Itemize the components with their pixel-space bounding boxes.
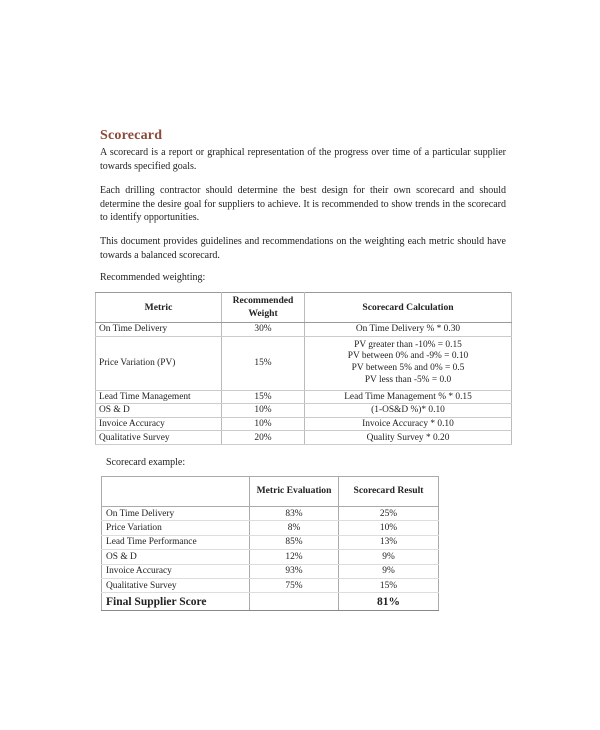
table-row: [102, 535, 439, 549]
table-row: [102, 507, 439, 521]
weighting-label: Recommended weighting:: [100, 272, 206, 283]
metric-cell: Qualitative Survey: [102, 578, 250, 592]
metric-cell: Lead Time Management: [96, 390, 222, 404]
table-row: [102, 521, 439, 535]
weighting-table: [95, 292, 512, 445]
metric-cell: Lead Time Performance: [102, 535, 250, 549]
metric-cell: On Time Delivery: [96, 323, 222, 337]
final-score-evaluation: [250, 593, 339, 611]
calc-cell: Quality Survey * 0.20: [305, 431, 512, 445]
evaluation-cell: 83%: [250, 507, 339, 521]
calc-cell: Invoice Accuracy * 0.10: [305, 417, 512, 431]
calc-cell: Lead Time Management % * 0.15: [305, 390, 512, 404]
evaluation-cell: 12%: [250, 550, 339, 564]
table-row: [102, 564, 439, 578]
section-title: Scorecard: [100, 128, 163, 143]
weight-cell: 10%: [222, 404, 305, 418]
metric-cell: Qualitative Survey: [96, 431, 222, 445]
column-header: Scorecard Result: [339, 477, 439, 507]
weight-cell: 30%: [222, 323, 305, 337]
calc-line: PV between 0% and -9% = 0.10: [347, 351, 469, 362]
table-row: [102, 578, 439, 592]
table-header-row: [96, 293, 512, 323]
final-score-row: [102, 593, 439, 611]
metric-cell: Invoice Accuracy: [96, 417, 222, 431]
result-cell: 25%: [339, 507, 439, 521]
table-row: [96, 323, 512, 337]
calc-cell: (1-OS&D %)* 0.10: [305, 404, 512, 418]
weight-cell: 15%: [222, 336, 305, 390]
metric-cell: Invoice Accuracy: [102, 564, 250, 578]
final-score-value: 81%: [339, 593, 439, 611]
calc-cell: On Time Delivery % * 0.30: [305, 323, 512, 337]
table-row: [96, 390, 512, 404]
calc-cell: [305, 336, 512, 390]
scorecard-example-table: [101, 476, 439, 611]
weight-cell: 10%: [222, 417, 305, 431]
evaluation-cell: 75%: [250, 578, 339, 592]
result-cell: 10%: [339, 521, 439, 535]
result-cell: 15%: [339, 578, 439, 592]
table-row: [102, 550, 439, 564]
metric-cell: Price Variation (PV): [96, 336, 222, 390]
table-header-row: [102, 477, 439, 507]
calc-line: PV greater than -10% = 0.15: [354, 339, 462, 350]
evaluation-cell: 93%: [250, 564, 339, 578]
final-score-label: Final Supplier Score: [102, 593, 250, 611]
column-header: [102, 477, 250, 507]
weight-cell: 20%: [222, 431, 305, 445]
table-row: [96, 404, 512, 418]
result-cell: 9%: [339, 550, 439, 564]
evaluation-cell: 8%: [250, 521, 339, 535]
calc-line: PV less than -5% = 0.0: [364, 374, 452, 385]
column-header: Metric: [96, 293, 222, 323]
table-row: [96, 417, 512, 431]
evaluation-cell: 85%: [250, 535, 339, 549]
column-header: Recommended Weight: [222, 293, 305, 323]
metric-cell: OS & D: [96, 404, 222, 418]
weight-cell: 15%: [222, 390, 305, 404]
calc-line: PV between 5% and 0% = 0.5: [351, 363, 465, 374]
result-cell: 9%: [339, 564, 439, 578]
paragraph-design: Each drilling contractor should determine the best design for their own scorecard and should determine the desire goal for suppliers to achieve. It is recommended to show trends in the scorecard to identify opportunities.: [100, 185, 506, 223]
table-row: [96, 336, 512, 390]
metric-cell: On Time Delivery: [102, 507, 250, 521]
result-cell: 13%: [339, 535, 439, 549]
example-label: Scorecard example:: [106, 457, 186, 468]
column-header: Metric Evaluation: [250, 477, 339, 507]
column-header: Scorecard Calculation: [305, 293, 512, 323]
table-row: [96, 431, 512, 445]
paragraph-guidelines: This document provides guidelines and recommendations on the weighting each metric should have towards a balanced scorecard.: [100, 236, 506, 261]
metric-cell: OS & D: [102, 550, 250, 564]
metric-cell: Price Variation: [102, 521, 250, 535]
paragraph-definition: A scorecard is a report or graphical representation of the progress over time of a particular supplier towards specified goals.: [100, 147, 506, 172]
